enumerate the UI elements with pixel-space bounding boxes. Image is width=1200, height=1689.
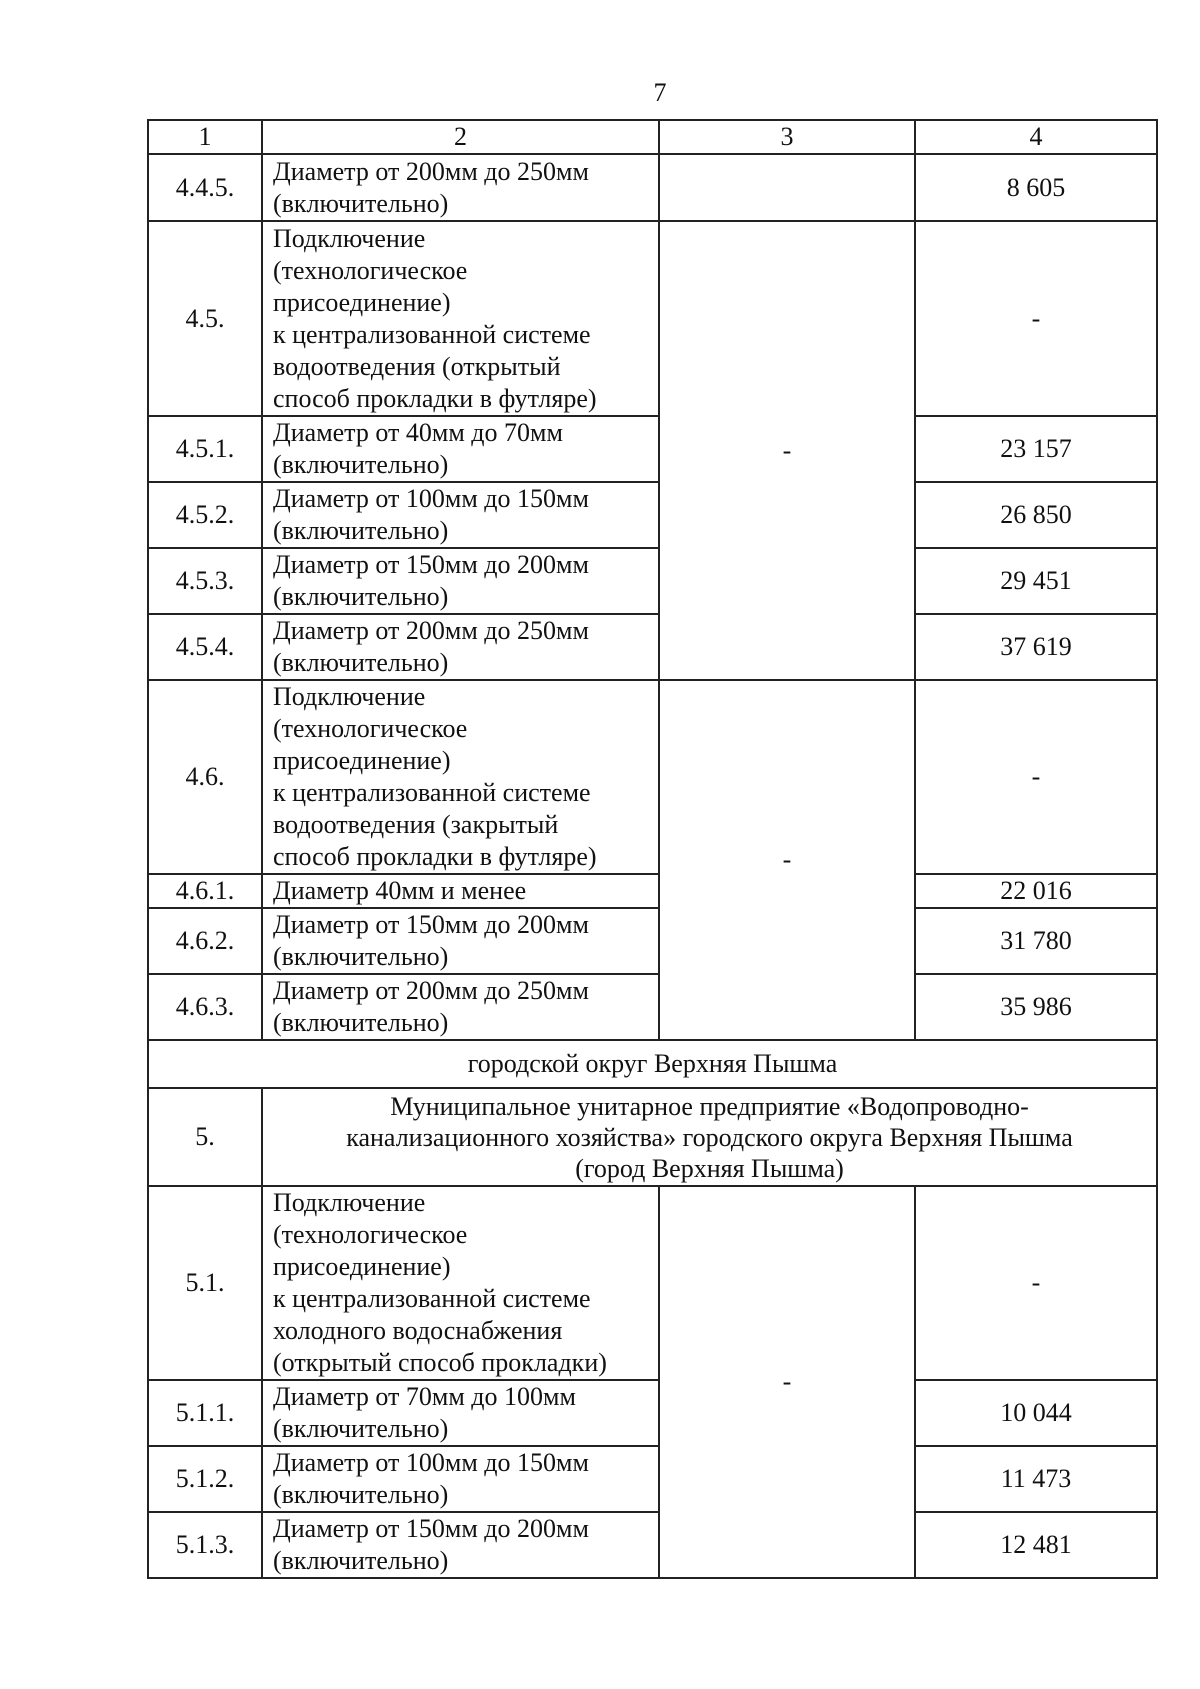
row-description: Диаметр от 70мм до 100мм (включительно) (262, 1380, 659, 1446)
row-description: Диаметр от 150мм до 200мм (включительно) (262, 908, 659, 974)
row-number: 5. (148, 1088, 262, 1186)
page-number: 7 (653, 78, 667, 107)
table-header-row (148, 120, 1157, 154)
table-row (148, 874, 1157, 908)
row-value: 10 044 (915, 1380, 1157, 1446)
row-value: 31 780 (915, 908, 1157, 974)
row-value: - (915, 1186, 1157, 1380)
row-value: 29 451 (915, 548, 1157, 614)
row-number: 4.6.3. (148, 974, 262, 1040)
table-row (148, 1088, 1157, 1186)
table-row (148, 548, 1157, 614)
row-value: 11 473 (915, 1446, 1157, 1512)
row-value: 23 157 (915, 416, 1157, 482)
col-header-1: 1 (148, 120, 262, 154)
row-number: 5.1.3. (148, 1512, 262, 1578)
row-number: 4.5.3. (148, 548, 262, 614)
table-row (148, 1446, 1157, 1512)
table-row (148, 221, 1157, 416)
table-row (148, 482, 1157, 548)
table-row (148, 154, 1157, 221)
row-value: 26 850 (915, 482, 1157, 548)
row-value: 37 619 (915, 614, 1157, 680)
row-description: Диаметр от 200мм до 250мм (включительно) (262, 974, 659, 1040)
table-row (148, 680, 1157, 874)
row-description: Подключение (технологическое присоединение) к централизованной системе водоотведения (открытый способ прокладки в футляре) (262, 221, 659, 416)
tariff-table (147, 119, 1158, 1579)
row-col3 (659, 154, 915, 221)
row-description: Диаметр от 150мм до 200мм (включительно) (262, 1512, 659, 1578)
group-title-row (148, 1040, 1157, 1088)
row-description: Подключение (технологическое присоединение) к централизованной системе холодного водоснабжения (открытый способ прокладки) (262, 1186, 659, 1380)
row-description: Диаметр от 200мм до 250мм (включительно) (262, 614, 659, 680)
row-number: 4.5. (148, 221, 262, 416)
row-value: 35 986 (915, 974, 1157, 1040)
row-col3-merged: - (659, 1186, 915, 1578)
col-header-4: 4 (915, 120, 1157, 154)
row-description: Подключение (технологическое присоединение) к централизованной системе водоотведения (закрытый способ прокладки в футляре) (262, 680, 659, 874)
table-row (148, 1512, 1157, 1578)
row-value: - (915, 221, 1157, 416)
row-number: 4.6.1. (148, 874, 262, 908)
row-number: 4.5.4. (148, 614, 262, 680)
col-header-2: 2 (262, 120, 659, 154)
row-value: 12 481 (915, 1512, 1157, 1578)
row-number: 4.6.2. (148, 908, 262, 974)
row-description: Диаметр от 100мм до 150мм (включительно) (262, 482, 659, 548)
row-value: 22 016 (915, 874, 1157, 908)
row-number: 4.6. (148, 680, 262, 874)
row-number: 4.5.2. (148, 482, 262, 548)
row-number: 5.1. (148, 1186, 262, 1380)
row-col3-merged: - (659, 221, 915, 680)
row-description: Диаметр от 100мм до 150мм (включительно) (262, 1446, 659, 1512)
table-row (148, 1186, 1157, 1380)
group-title: городской округ Верхняя Пышма (148, 1040, 1157, 1088)
row-number: 4.4.5. (148, 154, 262, 221)
table-row (148, 416, 1157, 482)
organization-name: Муниципальное унитарное предприятие «Водопроводно- канализационного хозяйства» городского округа Верхняя Пышма (город Верхняя Пышма) (262, 1088, 1157, 1186)
row-description: Диаметр от 150мм до 200мм (включительно) (262, 548, 659, 614)
row-col3-merged: - (659, 680, 915, 1040)
row-number: 5.1.1. (148, 1380, 262, 1446)
row-description: Диаметр от 40мм до 70мм (включительно) (262, 416, 659, 482)
table-row (148, 1380, 1157, 1446)
table-row (148, 614, 1157, 680)
row-number: 4.5.1. (148, 416, 262, 482)
table-row (148, 974, 1157, 1040)
table-row (148, 908, 1157, 974)
col-header-3: 3 (659, 120, 915, 154)
row-number: 5.1.2. (148, 1446, 262, 1512)
row-value: 8 605 (915, 154, 1157, 221)
row-description: Диаметр от 200мм до 250мм (включительно) (262, 154, 659, 221)
row-description: Диаметр 40мм и менее (262, 874, 659, 908)
row-value: - (915, 680, 1157, 874)
